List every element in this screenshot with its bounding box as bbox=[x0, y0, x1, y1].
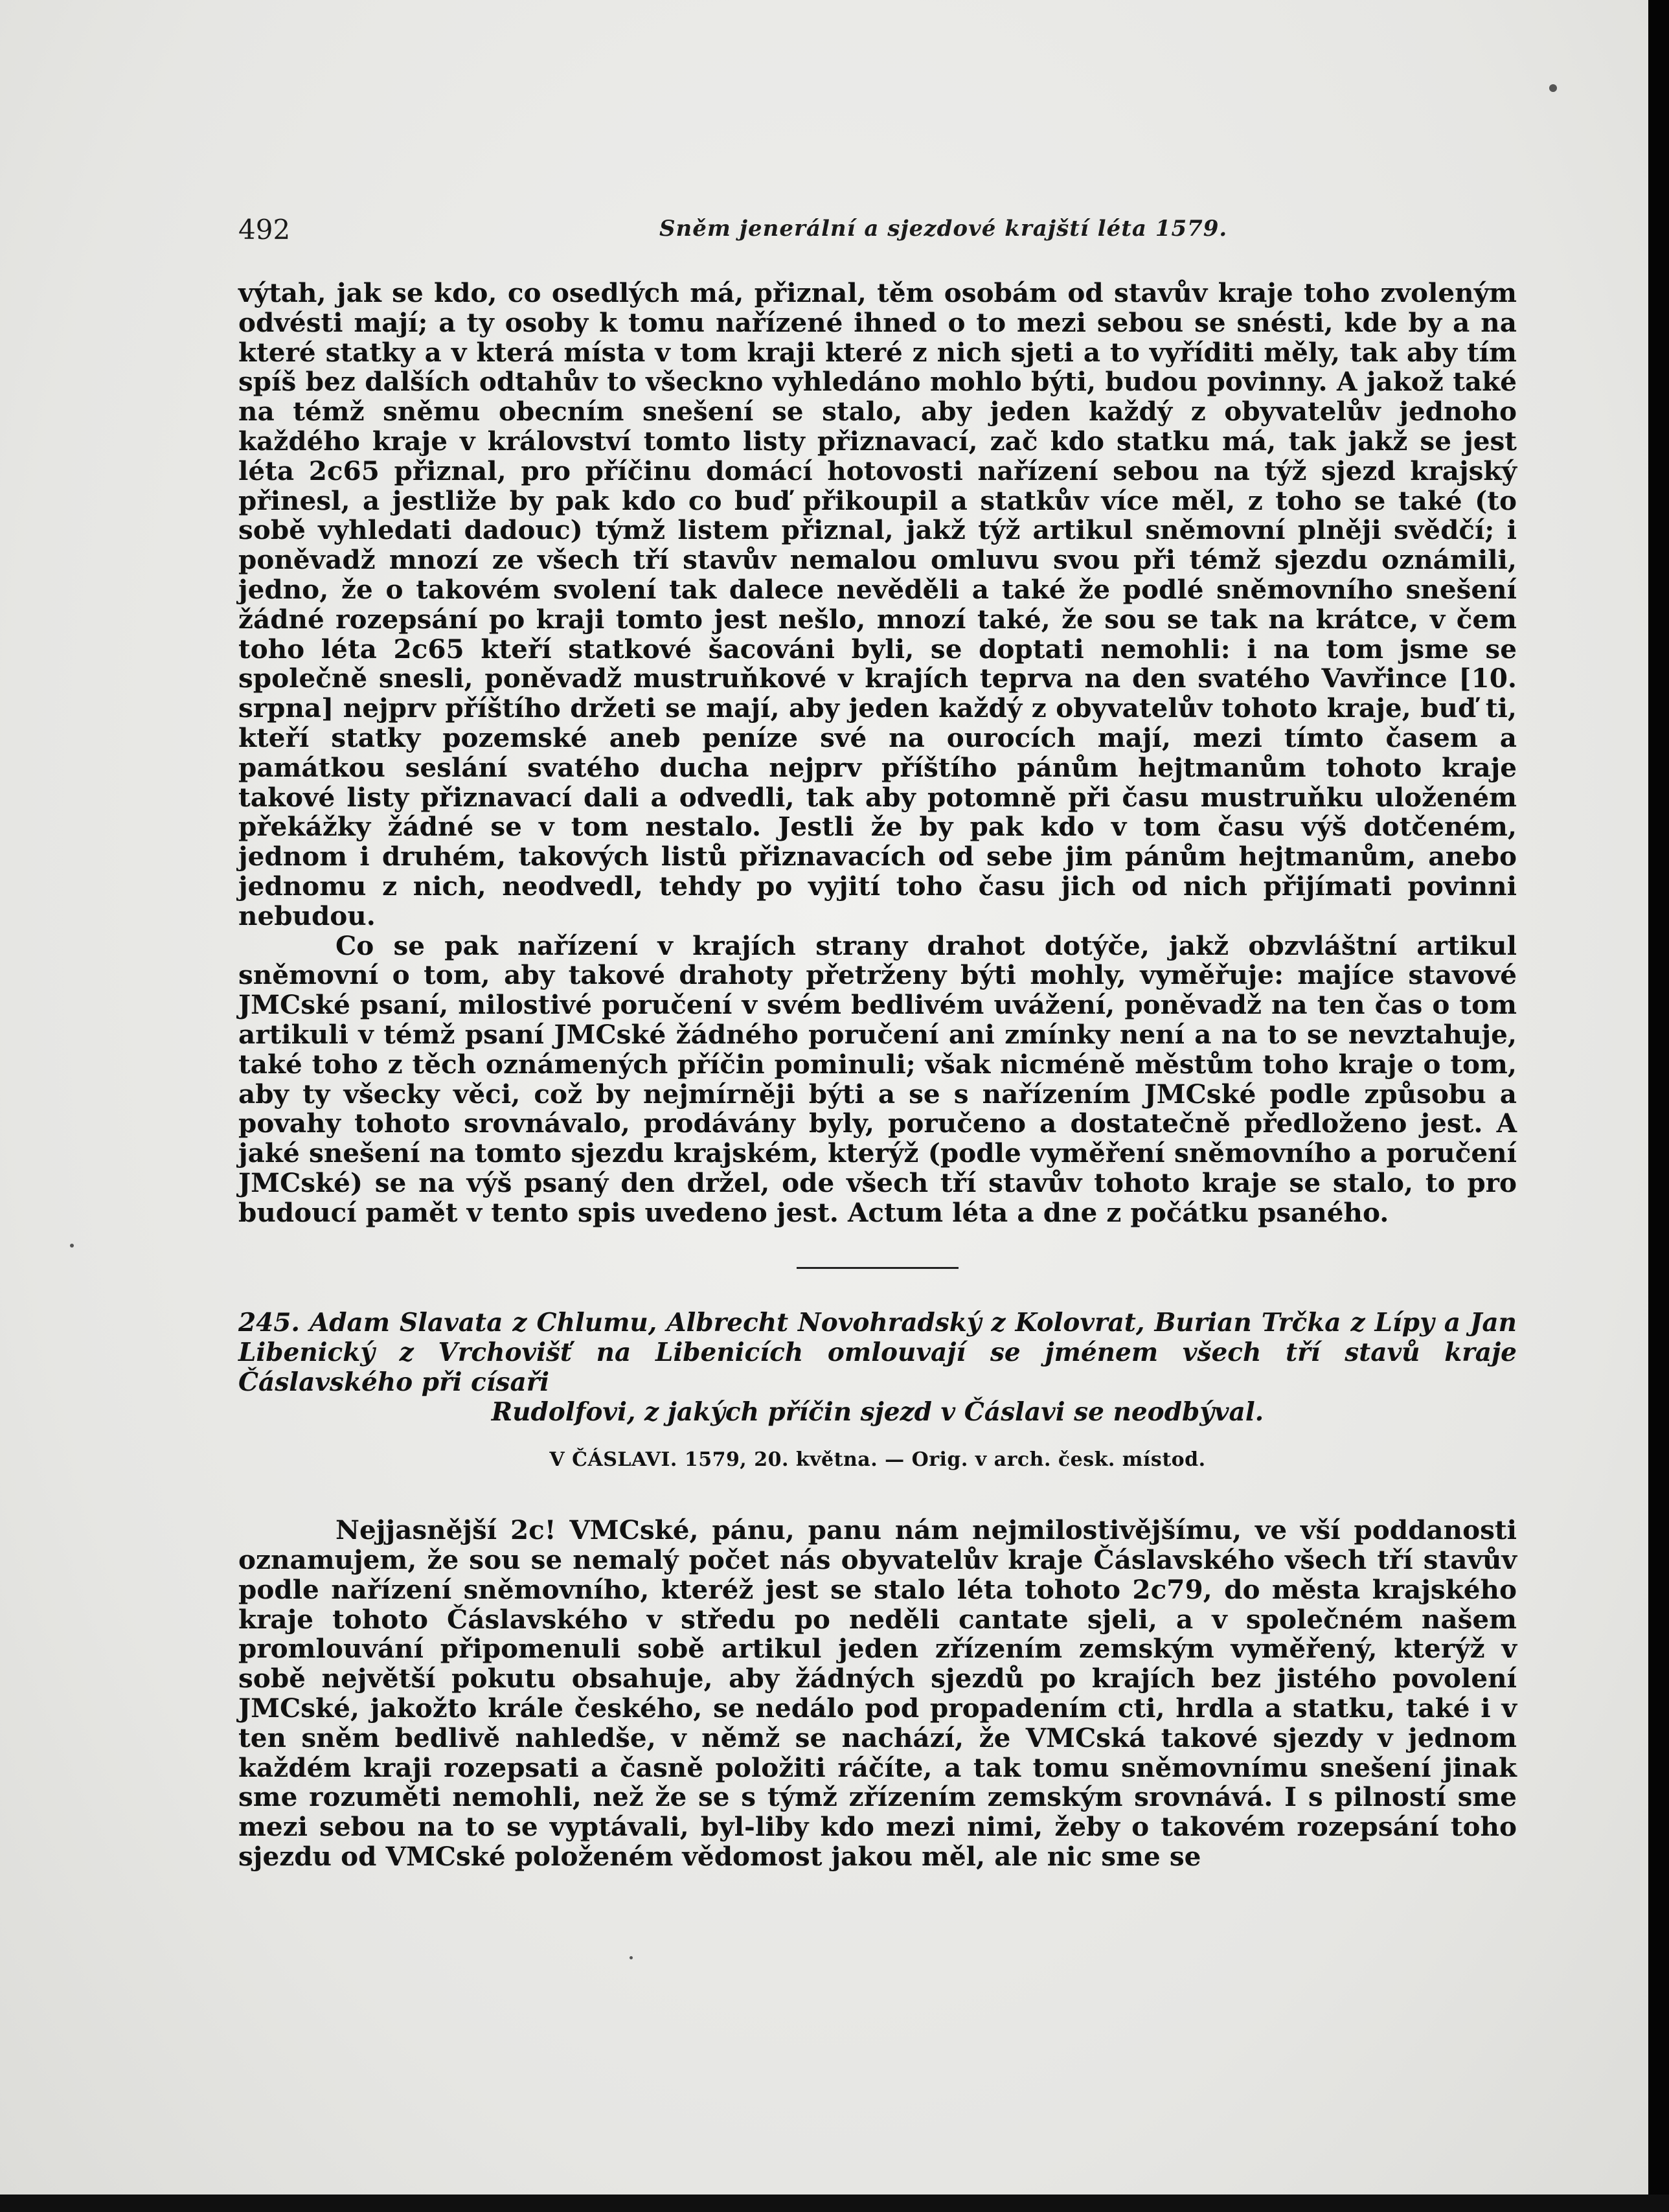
document-source-line: V ČÁSLAVI. 1579, 20. května. — Orig. v arch. česk. místod. bbox=[549, 1448, 1206, 1471]
scan-border-right bbox=[1648, 0, 1669, 2212]
page-number: 492 bbox=[238, 214, 291, 245]
paragraph: Nejjasnější 2c! VMCské, pánu, panu nám nejmilostivějšímu, ve vší poddanosti oznamujem, že sou se nemalý počet nás obyvatelův kraje Čáslavského všech tří stavův podle nařízení sněmovního, kteréž jest se stalo léta tohoto 2c79, do města krajského kraje tohoto Čáslavského v středu po neděli cantate sjeli, a v společném našem promlouvání připomenuli sobě artikul jeden zřízením zemským vyměřený, kterýž v sobě největší pokutu obsahuje, aby žádných sjezdů po krajích bez jistého povolení JMCské, jakožto krále českého, se nedálo pod propadením cti, hrdla a statku, také i v ten sněm bedlivě nahledše, v němž se nachází, že VMCská takové sjezdy v jednom každém kraji rozepsati a časně položiti ráčíte, a tak tomu sněmovnímu snešení jinak sme rozuměti nemohli, než že se s týmž zřízením zemským srovnává. I s pilností sme mezi sebou na to se vyptávali, byl-liby kdo mezi nimi, žeby o takovém rozepsání toho sjezdu od VMCské položeném vědomost jakou měl, ale nic sme se bbox=[238, 1514, 1517, 1873]
running-head: Sněm jenerální a sjezdové krajští léta 1579. bbox=[659, 216, 1228, 242]
page-content bbox=[238, 279, 1517, 1872]
document-title: Adam Slavata z Chlumu, Albrecht Novohradský z Kolovrat, Burian Trčka z Lípy a Jan Libenický z Vrchovišť na Libenicích omlouvají se jménem všech tří stavů kraje Čáslavského při císaři bbox=[238, 1307, 1517, 1397]
paragraph: Co se pak nařízení v krajích strany drahot dotýče, jakž obzvláštní artikul sněmovní o tom, aby takové drahoty přetrženy býti mohly, vyměřuje: majíce stavové JMCské psaní, milostivé poručení v svém bedlivém uvážení, poněvadž na ten čas o tom artikuli v témž psaní JMCské žádného poručení ani zmínky není a na to se nevztahuje, také toho z těch oznámených příčin pominuli; však nicméně městům toho kraje o tom, aby ty všecky věci, což by nejmírněji býti a se s nařízením JMCské podle způsobu a povahy tohoto srovnávalo, prodávány byly, poručeno a dostatečně předloženo jest. A jaké snešení na tomto sjezdu krajském, kterýž (podle vyměření sněmovního a poručení JMCské) se na výš psaný den držel, ode všech tří stavův tohoto kraje se stalo, to pro budoucí pamět v tento spis uvedeno jest. Actum léta a dne z počátku psaného. bbox=[238, 929, 1517, 1228]
document-number: 245. bbox=[238, 1307, 300, 1338]
scan-speck bbox=[1549, 84, 1557, 92]
document-heading bbox=[238, 1308, 1517, 1427]
page-header bbox=[238, 214, 1534, 253]
section-divider bbox=[797, 1267, 959, 1269]
scan-speck bbox=[630, 1956, 633, 1959]
scan-speck bbox=[70, 1244, 74, 1248]
scan-border-bottom bbox=[0, 2195, 1669, 2212]
document-title-last-line: Rudolfovi, z jakých příčin sjezd v Čáslavi se neodbýval. bbox=[491, 1397, 1264, 1427]
paragraph: výtah, jak se kdo, co osedlých má, přiznal, těm osobám od stavův kraje toho zvoleným odvésti mají; a ty osoby k tomu nařízené ihned o to mezi sebou se snésti, kde by a na které statky a v která místa v tom kraji které z nich sjeti a to vyříditi měly, tak aby tím spíš bez dalších odtahův to všeckno vyhledáno mohlo býti, budou povinny. A jakož také na témž sněmu obecním snešení se stalo, aby jeden každý z obyvatelův jednoho každého kraje v království tomto listy přiznavací, zač kdo statku má, tak jakž se jest léta 2c65 přiznal, pro příčinu domácí hotovosti nařízení sebou na týž sjezd krajský přinesl, a jestliže by pak kdo co buď přikoupil a statkův více měl, z toho se také (to sobě vyhledati dadouc) týmž listem přiznal, jakž týž artikul sněmovní plněji svědčí; i poněvadž mnozí ze všech tří stavův nemalou omluvu svou při témž sjezdu oznámili, jedno, že o takovém svolení tak dalece nevěděli a také že podlé sněmovního snešení žádné rozepsání po kraji tomto jest nešlo, mnozí také, že sou se tak na krátce, v čem toho léta 2c65 kteří statkové šacováni byli, se doptati nemohli: i na tom jsme se společně snesli, poněvadž mustruňkové v krajích teprva na den svatého Vavřince [10. srpna] nejprv příštího držeti se mají, aby jeden každý z obyvatelův tohoto kraje, buď ti, kteří statky pozemské aneb peníze své na ourocích mají, mezi tímto časem a památkou seslání svatého ducha nejprv příštího pánům hejtmanům tohoto kraje takové listy přiznavací dali a odvedli, tak aby potomně při času mustruňku uloženém překážky žádné se v tom nestalo. Jestli že by pak kdo v tom času výš dotčeném, jednom i druhém, takových listů přiznavacích od sebe jim pánům hejtmanům, anebo jednomu z nich, neodvedl, tehdy po vyjití toho času jich od nich přijímati povinni nebudou. bbox=[238, 277, 1517, 931]
